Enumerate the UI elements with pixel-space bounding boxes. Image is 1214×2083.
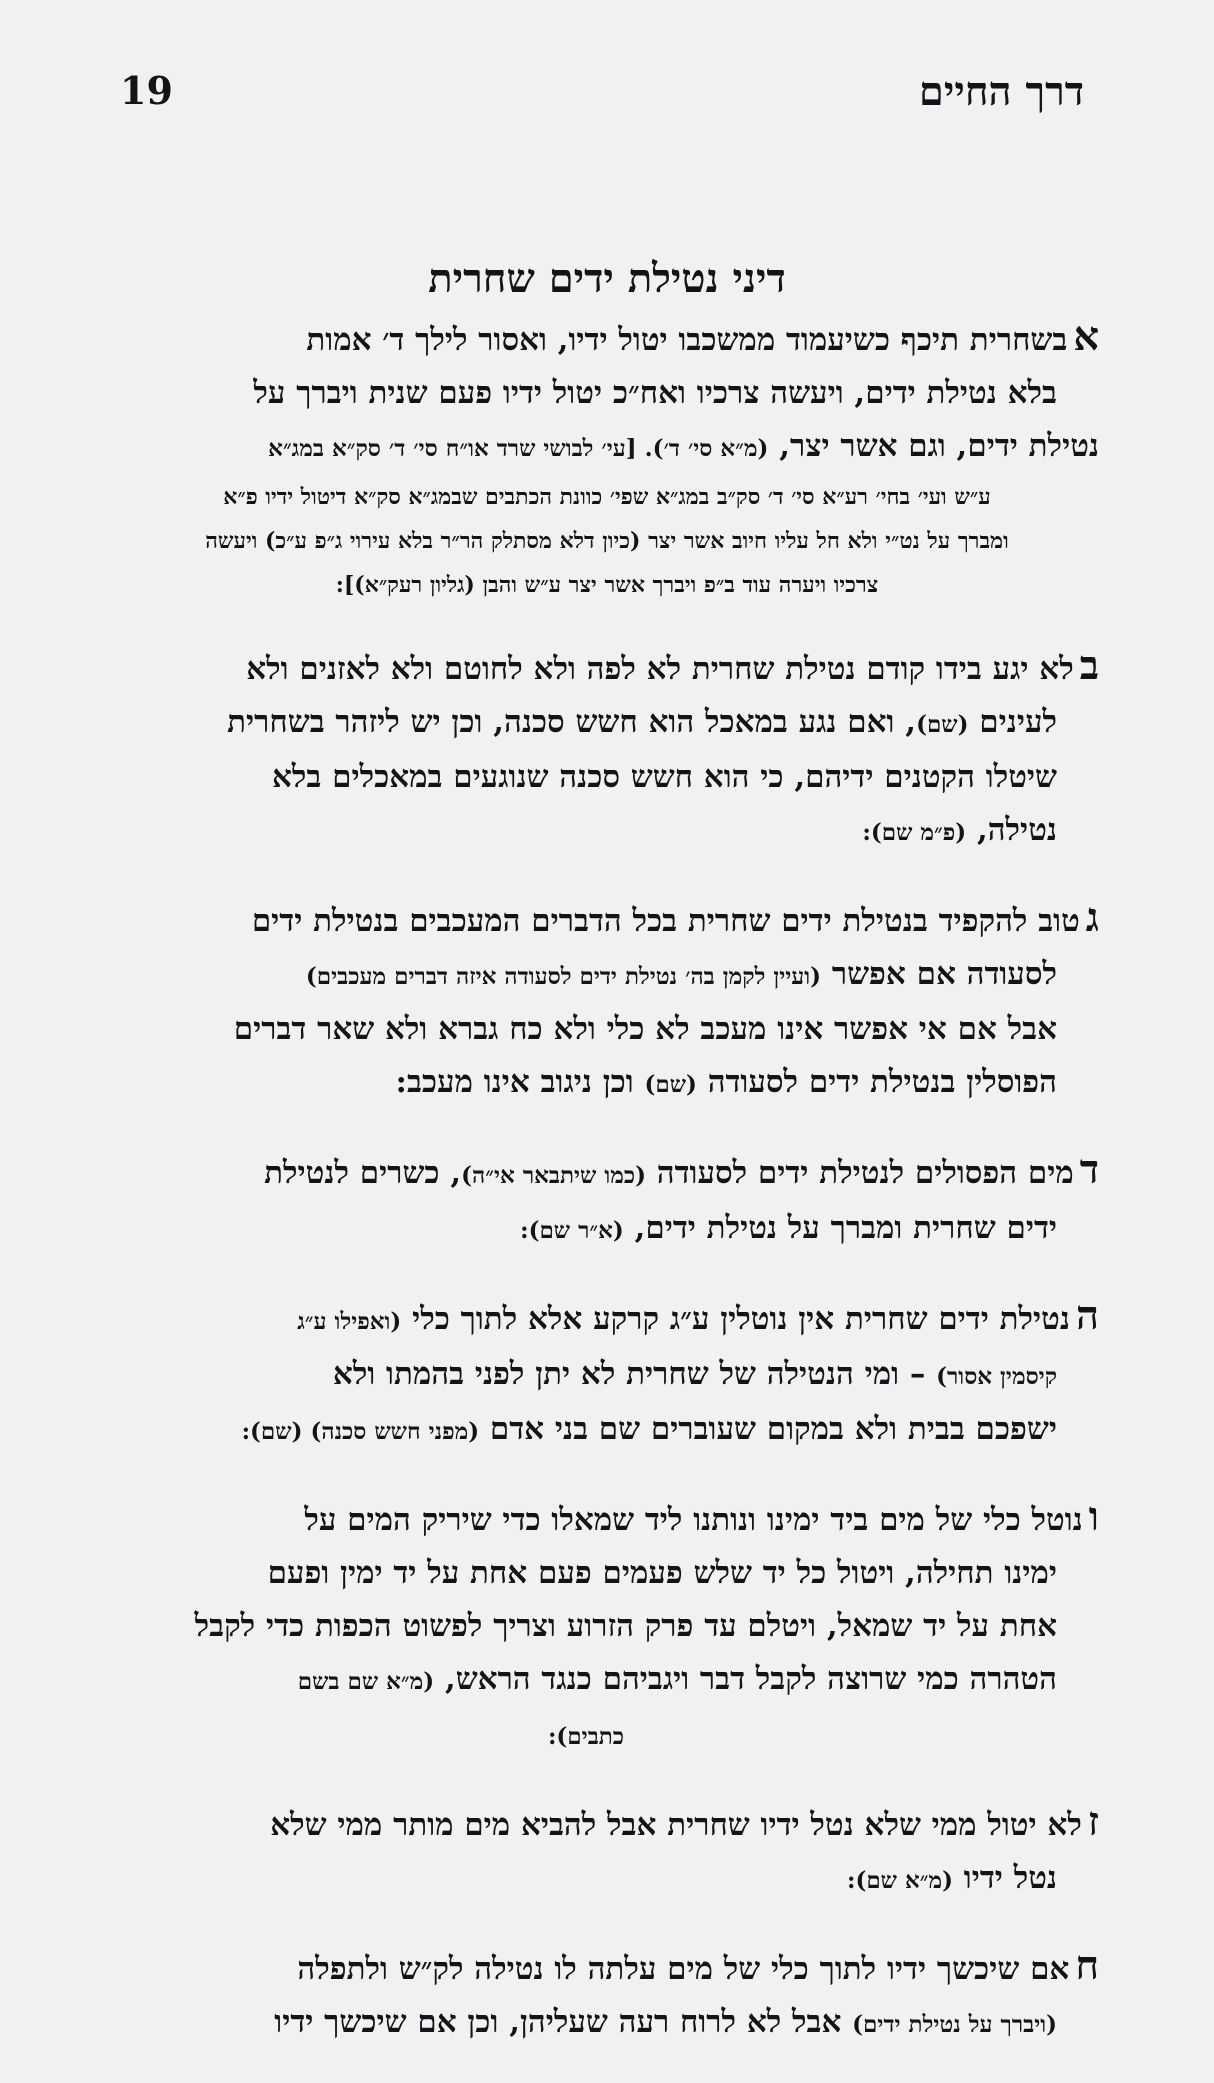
text-line: ימינו תחילה, ויטול כל יד שלש פעמים פעם אחת על יד ימין ופעם — [267, 1555, 1057, 1591]
footnote-line: ומברך על נט״י ולא חל עליו חיוב אשר יצר (כיון דלא מסתלק הר״ר בלא עירוי ג״פ ע״כ) ויעשה — [205, 528, 1009, 554]
source-citation: (מפני חשש סכנה) (שם): — [241, 1418, 480, 1445]
text-line: , ואם נגע במאכל הוא חשש סכנה, וכן יש ליזהר בשחרית — [227, 704, 917, 740]
text-line: נטילה, — [976, 812, 1057, 848]
footnote-line: צרכיו ויערה עוד ב״פ ויברך אשר יצר ע״ש והבן (גליון רעק״א)]: — [335, 572, 879, 598]
text-line: ידים שחרית ומברך על נטילת ידים, — [634, 1210, 1057, 1246]
source-citation: (כמו שיתבאר אי״ה) — [461, 1162, 646, 1189]
paragraph-letter: א — [1073, 313, 1099, 360]
text-line: נוטל כלי של מים ביד ימינו ונותנו ליד שמאלו כדי שיריק המים על — [304, 1502, 1083, 1538]
paragraph-gimel — [115, 891, 1099, 1111]
page-number: 19 — [120, 68, 173, 113]
paragraph-he — [115, 1289, 1099, 1458]
source-citation: (א״ר שם): — [520, 1217, 624, 1244]
text-line: בשחרית תיכף כשיעמוד ממשכבו יטול ידיו, ואסור לילך ד׳ אמות — [306, 322, 1068, 358]
section-title: דיני נטילת ידים שחרית — [428, 255, 786, 302]
text-line: אחת על יד שמאל, ויטלם עד פרק הזרוע וצריך לפשוט הכפות כדי לקבל — [194, 1608, 1057, 1644]
paragraph-letter: ז — [1087, 1798, 1099, 1845]
paragraph-het — [115, 1939, 1099, 2051]
source-citation: (ואפילו ע״ג — [297, 1308, 402, 1335]
text-line: נטילת ידים שחרית אין נוטלין ע״ג קרקע אלא לתוך כלי — [412, 1301, 1070, 1337]
text-line: נטילת ידים, וגם אשר יצר, — [779, 428, 1099, 464]
running-title: דרך החיים — [918, 68, 1084, 115]
text-line: הפוסלין בנטילת ידים לסעודה — [707, 1064, 1057, 1100]
text-line: שיטלו הקטנים ידיהם, כי הוא חשש סכנה שנוגעים במאכלים בלא — [272, 759, 1057, 795]
text-line: לסעודה אם אפשר — [831, 956, 1057, 992]
text-line: בלא נטילת ידים, ויעשה צרכיו ואח״כ יטול ידיו פעם שנית ויברך על — [253, 375, 1057, 411]
text-line: לא יגע בידו קודם נטילת שחרית לא לפה ולא לחוטם ולא לאזנים ולא — [246, 651, 1074, 687]
paragraph-vav — [115, 1490, 1099, 1763]
paragraph-bet — [115, 639, 1099, 859]
paragraph-letter: ה — [1075, 1292, 1099, 1339]
paragraph-alef — [115, 310, 1099, 607]
source-citation: (שם) — [916, 711, 969, 738]
paragraph-zayin — [115, 1795, 1099, 1907]
source-citation: (מ״א שם בשם — [297, 1668, 435, 1695]
source-citation: (שם) — [644, 1071, 697, 1098]
text-line: ישפכם בבית ולא במקום שעוברים שם בני אדם — [489, 1411, 1057, 1447]
text-line: – ומי הנטילה של שחרית לא יתן לפני בהמתו ולא — [332, 1356, 926, 1392]
text-line: לא יטול ממי שלא נטל ידיו שחרית אבל להביא מים מותר ממי שלא — [270, 1807, 1082, 1843]
source-citation: קיסמין אסור) — [936, 1363, 1057, 1390]
paragraph-letter: ו — [1088, 1493, 1099, 1540]
source-citation: (מ״א שם): — [846, 1867, 953, 1894]
source-citation: (ועיין לקמן בה׳ נטילת ידים לסעודה איזה דברים מעכבים) — [305, 963, 822, 990]
footnote-line: ע״ש ועי׳ בחי׳ רע״א סי׳ ד׳ סק״ב במג״א שפי׳ כוונת הכתבים שבמג״א סק״א דיטול ידיו פ״א — [223, 484, 991, 510]
text-line: נטל ידיו — [963, 1860, 1057, 1896]
paragraph-letter: ג — [1085, 894, 1099, 941]
text-line: טוב להקפיד בנטילת ידים שחרית בכל הדברים המעכבים בנטילת ידים — [251, 903, 1080, 939]
source-citation: (ויברך על נטילת ידים) — [852, 2011, 1057, 2038]
text-line: הטהרה כמי שרוצה לקבל דבר ויגביהם כנגד הראש, — [444, 1661, 1057, 1697]
paragraph-letter: ד — [1079, 1146, 1099, 1193]
text-line: , כשרים לנטילת — [264, 1155, 462, 1191]
text-line: אבל לא לרוח רעה שעליהן, וכן אם שיכשך ידיו — [274, 2004, 842, 2040]
text-line: וכן ניגוב אינו מעכב: — [395, 1064, 634, 1100]
paragraph-letter: ח — [1075, 1942, 1099, 1989]
text-line: לעינים — [979, 704, 1057, 740]
page-header — [120, 68, 1084, 128]
text-line: אם שיכשך ידיו לתוך כלי של מים עלתה לו נטילה לק״ש ולתפלה — [297, 1951, 1070, 1987]
main-text — [115, 310, 1099, 2083]
source-citation: (מ״א סי׳ ד׳). [עי׳ לבושי שרד או״ח סי׳ ד׳ סק״א במג״א — [268, 435, 769, 462]
source-citation: (פ״מ שם): — [862, 819, 967, 846]
text-line: אבל אם אי אפשר אינו מעכב לא כלי ולא כח גברא ולא שאר דברים — [233, 1011, 1057, 1047]
paragraph-letter: ב — [1079, 642, 1099, 689]
text-line: מים הפסולים לנטילת ידים לסעודה — [656, 1155, 1074, 1191]
paragraph-dalet — [115, 1143, 1099, 1257]
source-citation: כתבים): — [547, 1723, 625, 1750]
